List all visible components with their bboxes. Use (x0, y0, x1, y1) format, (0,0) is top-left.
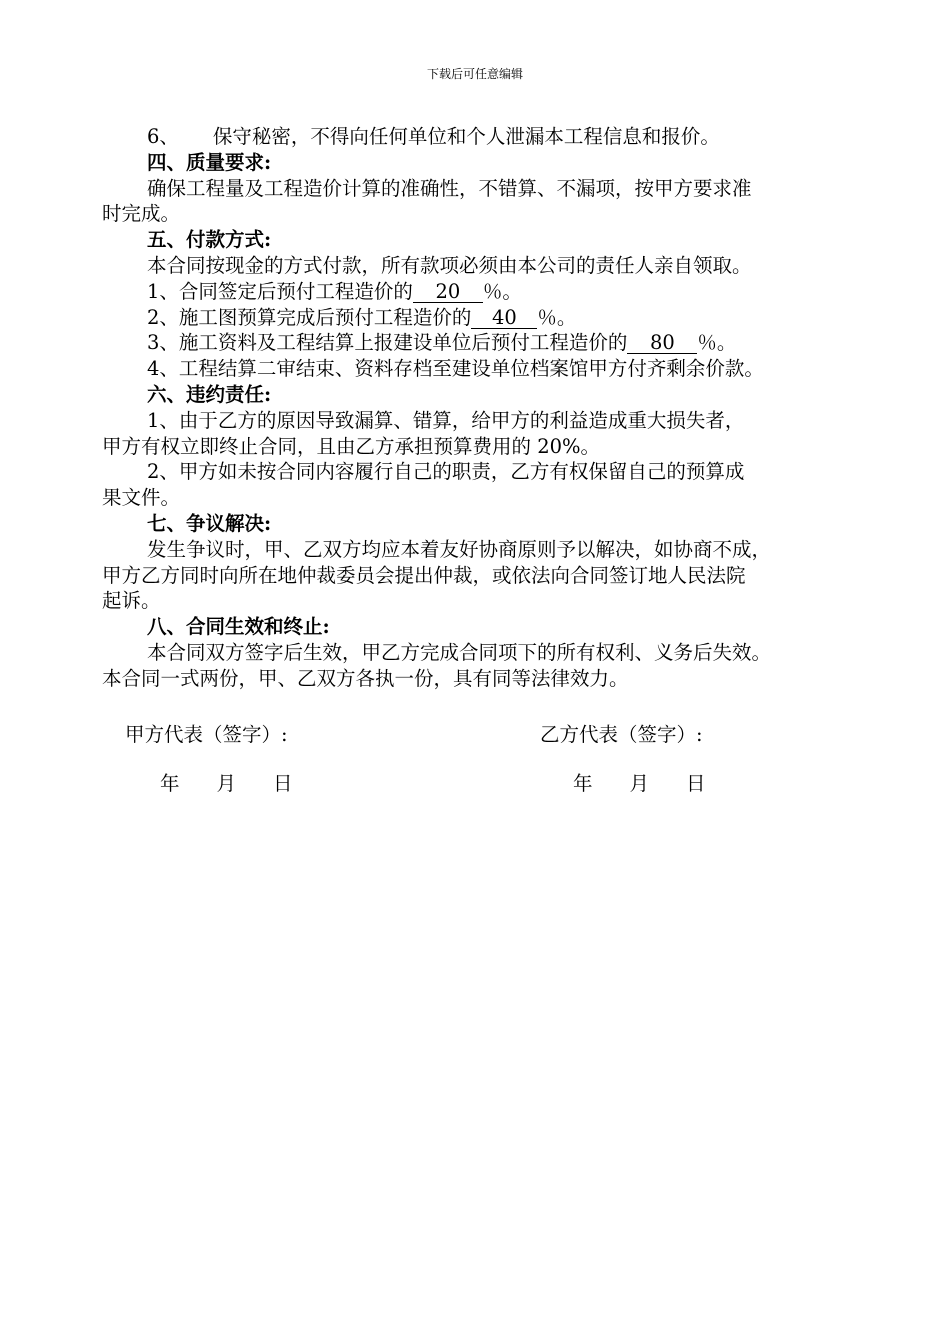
section-7-paragraph-line1: 发生争议时，甲、乙双方均应本着友好协商原则予以解决，如协商不成， (147, 537, 772, 561)
section-5-title: 五、付款方式: (147, 228, 272, 252)
payment-item-1-suffix: ％。 (482, 279, 522, 303)
item-6 (102, 124, 852, 150)
party-b-day: 日 (686, 772, 706, 795)
payment-item-1-text: 1、合同签定后预付工程造价的 (147, 279, 413, 303)
payment-item-4: 4、工程结算二审结束、资料存档至建设单位档案馆甲方付齐剩余价款。 (147, 357, 764, 381)
payment-item-3 (102, 330, 852, 356)
payment-item-2-suffix: ％。 (537, 305, 577, 329)
item-6-number: 6、 (147, 125, 179, 148)
section-8-paragraph-line2: 本合同一式两份，甲、乙双方各执一份，具有同等法律效力。 (102, 666, 629, 690)
party-b-date (573, 771, 706, 797)
section-8-title: 八、合同生效和终止: (147, 615, 330, 639)
party-a-signature-label: 甲方代表（签字）: (125, 723, 288, 746)
party-a-month: 月 (216, 772, 237, 795)
section-7-title: 七、争议解决: (147, 511, 272, 535)
payment-item-2-text: 2、施工图预算完成后预付工程造价的 (147, 305, 472, 329)
item-6-text: 保守秘密，不得向任何单位和个人泄漏本工程信息和报价。 (212, 125, 720, 148)
payment-item-1-percent: 20 (413, 282, 483, 303)
section-7-paragraph-line3: 起诉。 (102, 589, 161, 613)
payment-item-2 (102, 305, 852, 331)
section-4-paragraph-line1: 确保工程量及工程造价计算的准确性，不错算、不漏项，按甲方要求准 (147, 176, 752, 200)
payment-item-1 (102, 279, 852, 305)
section-4-title: 四、质量要求: (147, 150, 272, 174)
party-a-day: 日 (273, 772, 293, 795)
section-5-intro: 本合同按现金的方式付款，所有款项必须由本公司的责任人亲自领取。 (147, 253, 752, 277)
breach-item-2-line1: 2、甲方如未按合同内容履行自己的职责，乙方有权保留自己的预算成 (147, 460, 745, 484)
payment-item-3-suffix: ％。 (697, 331, 737, 355)
breach-item-1-line1: 1、由于乙方的原因导致漏算、错算，给甲方的利益造成重大损失者， (147, 408, 745, 432)
section-8-paragraph-line1: 本合同双方签字后生效，甲乙方完成合同项下的所有权利、义务后失效。 (147, 640, 772, 664)
party-b-year: 年 (573, 772, 593, 795)
breach-item-1-line2: 甲方有权立即终止合同，且由乙方承担预算费用的 20%。 (102, 434, 601, 458)
section-4-paragraph-line2: 时完成。 (102, 202, 181, 226)
breach-item-2-line2: 果文件。 (102, 486, 181, 510)
party-b-month: 月 (629, 772, 650, 795)
payment-item-2-percent: 40 (471, 308, 537, 329)
payment-item-3-text: 3、施工资料及工程结算上报建设单位后预付工程造价的 (147, 331, 628, 355)
party-a-date (160, 771, 293, 797)
payment-item-3-percent: 80 (627, 333, 697, 354)
section-6-title: 六、违约责任: (147, 382, 272, 406)
party-b-signature-label: 乙方代表（签字）: (540, 723, 703, 746)
party-a-year: 年 (160, 772, 180, 795)
document-body (102, 124, 852, 692)
section-7-paragraph-line2: 甲方乙方同时向所在地仲裁委员会提出仲裁，或依法向合同签订地人民法院 (102, 563, 746, 587)
page-header-note: 下载后可任意编辑 (426, 67, 523, 81)
